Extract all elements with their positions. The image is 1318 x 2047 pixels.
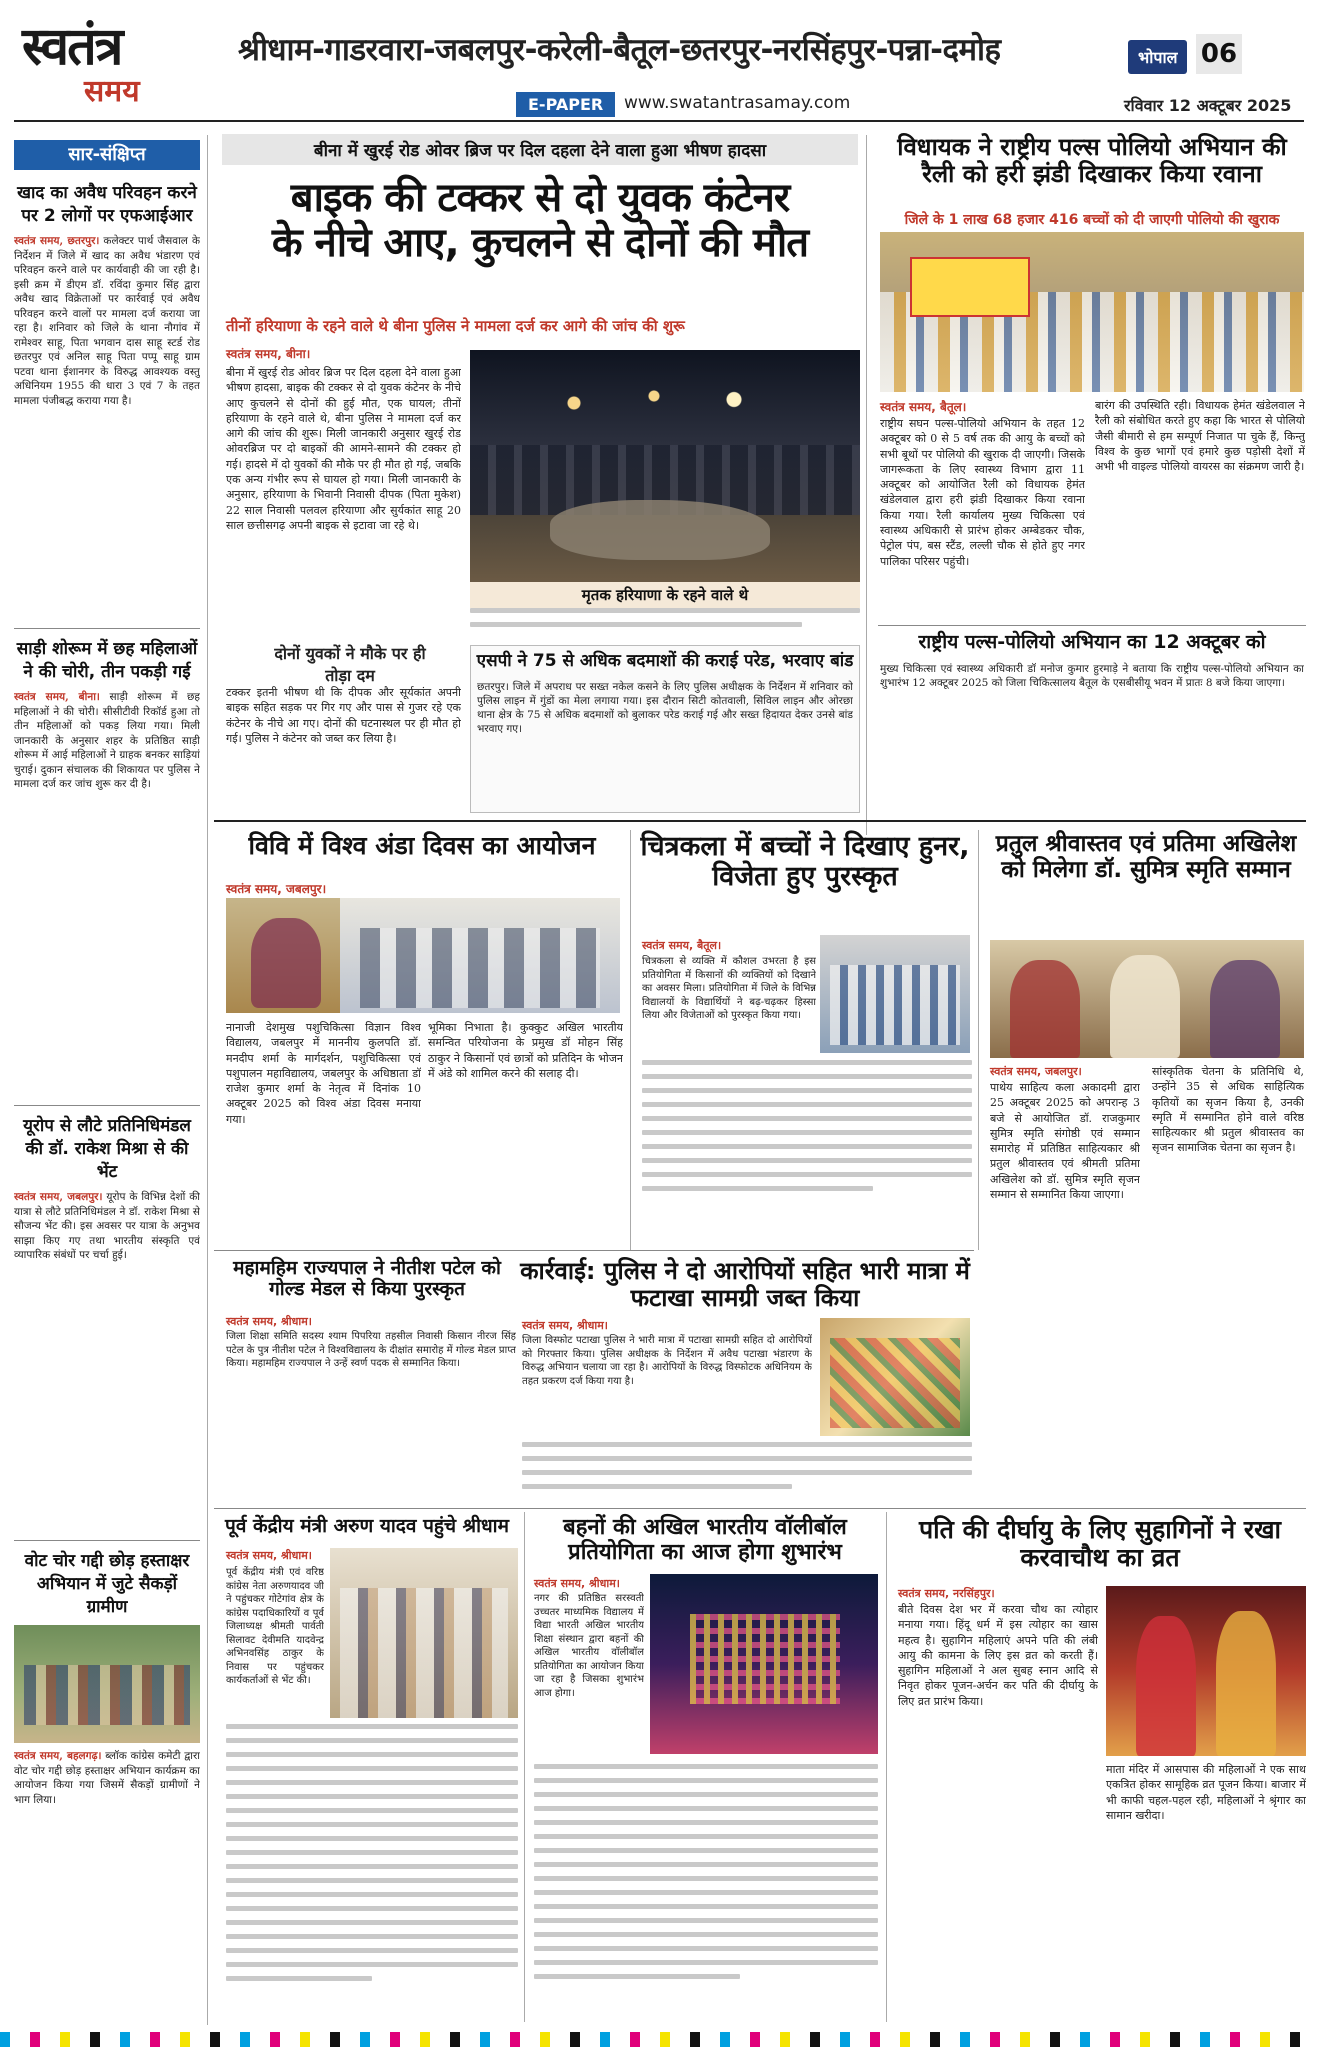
issue-date: रविवार 12 अक्टूबर 2025 bbox=[1124, 96, 1292, 115]
lead-subhead-2: दोनों युवकों ने मौके पर ही तोड़ा दम bbox=[274, 644, 426, 685]
divider bbox=[214, 1508, 1306, 1509]
karwa-chauth-text-2: माता मंदिर में आसपास की महिलाओं ने एक साथ एकत्रित होकर सामूहिक व्रत पूजन किया। बाजार में भी काफी चहल-पहल रही, महिलाओं ने श्रृंगार का सामान खरीदा। bbox=[1106, 1763, 1306, 1822]
banner-icon bbox=[910, 257, 1030, 317]
drawing-text-more bbox=[642, 1060, 972, 1200]
divider bbox=[878, 625, 1306, 626]
seized-crackers-photo bbox=[820, 1318, 970, 1436]
arun-yadav-text: पूर्व केंद्रीय मंत्री एवं वरिष्ठ कांग्रेस नेता अरुणयादव जी ने पहुंचकर गोटेगांव क्षेत्र के कांग्रेस पदाधिकारियों व पूर्व जिलाध्यक्ष श्रीमती पार्वती सिलावट देवीमति यादवेन्द्र अभिनवसिंह ठाकुर के निवास पर पहुंचकर कार्यकर्ताओं से भेंट की। bbox=[226, 1567, 324, 1686]
sidebar-story-1-text: कलेक्टर पार्थ जैसवाल के निर्देशन में जिले में खाद का अवैध भंडारण एवं परिवहन करने वाले पर कार्यवाही की जा रही है। इसी क्रम में डीएम डॉ. रविंदा कुमार सिंह द्वारा अवैध खाद विक्रेताओं पर कार्रवाई एवं अवैध परिवहन करने वालों पर मामला दर्ज कराया जा रहा है। शनिवार को जिले के थाना नौगांव में रामेश्वर साहू, पिता भगवान दास साहू स्टर्ड रोड छतरपुर एवं अनिल साहू पिता पप्पू साहू ग्राम पटवा थाना ईशानगर के विरुद्ध आवश्यक वस्तु अधिनियम 1955 की धारा 3 एवं 7 के तहत मामला पंजीबद्ध कराया गया है। bbox=[14, 235, 200, 407]
sp-parade-text: छतरपुर। जिले में अपराध पर सख्त नकेल कसने के लिए पुलिस अधीक्षक के निर्देशन में शनिवार को पुलिस लाइन में गुंडों का मेला लगाया गया। इस दौरान सिटी कोतवाली, सिविल लाइन और ओरछा थाना क्षेत्र के 75 से अधिक बदमाशों को बुलाकर परेड कराई गई और सख्त हिदायत देकर उनसे बांड भरवाए गए। bbox=[477, 681, 853, 735]
polio-text-b: बारंग की उपस्थिति रही। विधायक हेमंत खंडेलवाल ने रैली को संबोधित करते हुए कहा कि भारत से पोलियो जैसी बीमारी से हम सम्पूर्ण निजात पा चुके हैं, किन्तु विश्व के कुछ भागों एवं हमारे कुछ पड़ोसी देशों में अभी भी वाइल्ड पोलियो वायरस का संक्रमण जारी है। bbox=[1095, 399, 1305, 474]
arun-yadav-dateline: स्वतंत्र समय, श्रीधाम। bbox=[226, 1549, 312, 1562]
polio-box-headline: राष्ट्रीय पल्स-पोलियो अभियान का 12 अक्टूबर को bbox=[918, 631, 1266, 653]
sp-parade-box bbox=[470, 645, 860, 813]
egg-day-photo-2 bbox=[340, 898, 620, 1013]
lead-kicker: बीना में खुरई रोड ओवर ब्रिज पर दिल दहला देने वाला हुआ भीषण हादसा bbox=[222, 134, 858, 165]
sidebar-story-2-headline: साड़ी शोरूम में छह महिलाओं ने की चोरी, तीन पकड़ी गई bbox=[16, 639, 198, 682]
sidebar-story-4-headline: वोट चोर गद्दी छोड़ हस्ताक्षर अभियान में जुटे सैकड़ों ग्रामीण bbox=[24, 1551, 190, 1617]
lead-body-text: बीना में खुरई रोड ओवर ब्रिज पर दिल दहला देने वाला हुआ भीषण हादसा, बाइक की टक्कर से दो युवक कंटेनर के नीचे आए कुचलने से दोनों की हुई मौत, एक घायल; तीनों हरियाणा के रहने वाले थे, बीना पुलिस ने मामला दर्ज कर आगे की जांच की शुरू। मिली जानकारी अनुसार खुरई रोड ओवरब्रिज पर दो बाइकों की आमने-सामने की टक्कर हो गई। हादसे में दो युवकों की मौके पर ही मौत हो गई, जबकि एक अन्य गंभीर रूप से घायल हो गया। मिली जानकारी के अनुसार, हरियाणा के भिवानी निवासी दीपक (पिता मुकेश) 22 साल निवासी पलवल हरियाणा और सुर्यकांत साहू 20 साल छत्तीसगढ़ अपनी बाइक से इटावा जा रहे थे। bbox=[226, 366, 461, 532]
polio-rally-photo bbox=[880, 232, 1304, 392]
volleyball-dateline: स्वतंत्र समय, श्रीधाम। bbox=[534, 1577, 620, 1590]
pratul-dateline: स्वतंत्र समय, जबलपुर। bbox=[990, 1065, 1082, 1078]
website-url[interactable]: www.swatantrasamay.com bbox=[624, 93, 851, 113]
sidebar-story-3-text: यूरोप के विभिन्न देशों की यात्रा से लौटे प्रतिनिधिमंडल ने डॉ. राकेश मिश्रा से सौजन्य भेंट की। इस अवसर पर यात्रा के अनुभव साझा किए गए तथा भारतीय संस्कृति एवं व्यापारिक संबंधों पर चर्चा हुई। bbox=[14, 1191, 200, 1261]
lead-headline-line1: बाइक की टक्कर से दो युवक कंटेनर bbox=[290, 175, 790, 221]
arun-yadav-text-more bbox=[226, 1724, 518, 2014]
divider bbox=[14, 628, 200, 629]
cities-banner: श्रीधाम-गाडरवारा-जबलपुर-करेली-बैतूल-छतरपुर-नरसिंहपुर-पन्ना-दमोह bbox=[238, 32, 1001, 68]
pratul-headline: प्रतुल श्रीवास्तव एवं प्रतिमा अखिलेश को मिलेगा डॉ. सुमित्र स्मृति सम्मान bbox=[995, 831, 1297, 883]
polio-text: राष्ट्रीय सघन पल्स-पोलियो अभियान के तहत 12 अक्टूबर को 0 से 5 वर्ष तक की आयु के बच्चों को सभी बूथों पर पोलियो की खुराक दी जाएगी। जिसके जागरूकता के लिए स्वास्थ्य विभाग द्वारा 11 अक्टूबर को आयोजित रैली को विधायक हेमंत खंडेलवाल द्वारा हरी झंडी दिखाकर किया रवाना किया गया। रैली कार्यालय मुख्य चिकित्सा एवं स्वास्थ्य अधिकारी से प्रारंभ होकर अम्बेडकर चौक, पेट्रोल पंप, बस स्टैंड, लल्ली चौक से होते हुए नगर पालिका परिसर पहुंची। bbox=[880, 417, 1085, 568]
sidebar-section-label: सार-संक्षिप्त bbox=[14, 140, 200, 170]
karwa-chauth-headline: पति की दीर्घायु के लिए सुहागिनों ने रखा करवाचौथ का व्रत bbox=[918, 1515, 1282, 1572]
arun-yadav-photo bbox=[330, 1548, 518, 1718]
volleyball-text: नगर की प्रतिष्ठित सरस्वती उच्चतर माध्यमिक विद्यालय में विद्या भारती अखिल भारतीय शिक्षा संस्थान द्वारा बहनों की अखिल भारतीय वॉलीबॉल प्रतियोगिता का आयोजन किया जा रहा है जिसका शुभारंभ आज होगा। bbox=[534, 1593, 644, 1699]
sidebar-story-1-headline: खाद का अवैध परिवहन करने पर 2 लोगों पर एफआईआर bbox=[17, 183, 197, 226]
crackers-headline: कार्रवाई: पुलिस ने दो आरोपियों सहित भारी मात्रा में फटाखा सामग्री जब्त किया bbox=[520, 1257, 970, 1312]
egg-day-dateline: स्वतंत्र समय, जबलपुर। bbox=[226, 882, 327, 896]
crackers-text-more bbox=[522, 1442, 972, 1502]
sidebar-story-2 bbox=[14, 638, 200, 1098]
karwa-chauth-photo bbox=[1106, 1586, 1306, 1756]
divider bbox=[214, 1250, 974, 1251]
egg-day-text-2: भूमिका निभाता है। कुक्कुट अखिल भारतीय समन्वित परियोजना के प्रमुख डॉ मोहन सिंह ठाकुर ने किसानों एवं छात्रों को प्रतिदिन के भोजन में अंडे को शामिल करने की सलाह दी। bbox=[428, 1021, 623, 1080]
volleyball-text-more bbox=[534, 1764, 878, 2014]
polio-box-text: मुख्य चिकित्सा एवं स्वास्थ्य अधिकारी डॉ मनोज कुमार हुरमाड़े ने बताया कि राष्ट्रीय पल्स-पोलियो अभियान का शुभारंभ 12 अक्टूबर 2025 को जिला चिकित्सालय बैतूल के एसबीसीयू भवन में प्रातः 8 बजे किया जाएगा। bbox=[880, 663, 1304, 689]
sidebar-story-4-dateline: स्वतंत्र समय, बहलगढ़। bbox=[14, 1750, 102, 1762]
gold-medal-text: जिला शिक्षा समिति सदस्य श्याम पिपरिया तहसील निवासी किसान नीरज सिंह पटेल के पुत्र नीतीश पटेल ने विश्वविद्यालय के दीक्षांत समारोह में गोल्ड मेडल प्राप्त किया। महामहिम राज्यपाल ने उन्हें स्वर्ण पदक से सम्मानित किया। bbox=[226, 1331, 516, 1369]
gold-medal-dateline: स्वतंत्र समय, श्रीधाम। bbox=[226, 1315, 312, 1328]
divider bbox=[14, 1105, 200, 1106]
lead-body-text-2: टक्कर इतनी भीषण थी कि दीपक और सूर्यकांत अपनी बाइक सहित सड़क पर गिर गए और पास से गुजर रहे एक कंटेनर के नीचे आ गए। दोनों की घटनास्थल पर ही मौत हो गई। पुलिस ने कंटेनर को जब्त कर लिया है। bbox=[226, 686, 461, 745]
gold-medal-headline: महामहिम राज्यपाल ने नीतीश पटेल को गोल्ड मेडल से किया पुरस्कृत bbox=[233, 1257, 501, 1301]
pratul-photo bbox=[990, 940, 1304, 1058]
lead-subhead: तीनों हरियाणा के रहने वाले थे बीना पुलिस ने मामला दर्ज कर आगे की जांच की शुरू bbox=[226, 317, 685, 335]
karwa-chauth-text: बीते दिवस देश भर में करवा चौथ का त्योहार मनाया गया। हिंदू धर्म में इस त्योहार का खास महत्व है। सुहागिन महिलाएं अपने पति की लंबी आयु की कामना के लिए इस व्रत को करती हैं। सुहागिन महिलाओं ने अल सुबह स्नान आदि से निवृत होकर पूजन-अर्चन कर पति की दीर्घायु के लिए व्रत प्रारंभ किया। bbox=[898, 1603, 1098, 1708]
volleyball-venue-photo bbox=[650, 1574, 878, 1754]
masthead-logo bbox=[22, 18, 197, 118]
sidebar-story-4 bbox=[14, 1550, 200, 2020]
accident-photo-caption: मृतक हरियाणा के रहने वाले थे bbox=[470, 582, 860, 608]
section-divider bbox=[214, 820, 1306, 822]
accident-scene-photo bbox=[470, 350, 860, 582]
photo-caption-text bbox=[470, 608, 860, 638]
drawing-headline: चित्रकला में बच्चों ने दिखाए हुनर, विजेता हुए पुरस्कृत bbox=[640, 831, 970, 893]
sidebar-story-3 bbox=[14, 1115, 200, 1535]
crackers-text: जिला विस्फोट पटाखा पुलिस ने भारी मात्रा में पटाखा सामग्री सहित दो आरोपियों को गिरफ्तार किया। पुलिस अधीक्षक के निर्देशन में अवैध पटाखा भंडारण के विरुद्ध अभियान चलाया जा रहा है। आरोपियों के विरुद्ध विस्फोटक अधिनियम के तहत प्रकरण दर्ज किया गया है। bbox=[522, 1335, 812, 1387]
drawing-text: चित्रकला से व्यक्ति में कौशल उभरता है इस प्रतियोगिता में किसानों की व्यक्तियों को दिखाने का अवसर मिला। प्रतियोगिता में जिले के विभिन्न विद्यालयों के विद्यार्थियों ने बढ़-चढ़कर हिस्सा लिया और विजेताओं को पुरस्कृत किया गया। bbox=[642, 956, 816, 1021]
column-divider bbox=[886, 1512, 887, 2022]
egg-day-headline: विवि में विश्व अंडा दिवस का आयोजन bbox=[248, 831, 596, 860]
lead-headline-line2: के नीचे आए, कुचलने से दोनों की मौत bbox=[271, 219, 809, 266]
sidebar-story-3-dateline: स्वतंत्र समय, जबलपुर। bbox=[14, 1191, 103, 1203]
print-color-bar bbox=[0, 2032, 1318, 2047]
sp-parade-headline: एसपी ने 75 से अधिक बदमाशों की कराई परेड, भरवाए बांड bbox=[476, 651, 854, 671]
epaper-label: E-PAPER bbox=[516, 92, 615, 117]
sidebar-story-1-dateline: स्वतंत्र समय, छतरपुर। bbox=[14, 235, 100, 247]
sidebar-divider bbox=[207, 135, 208, 2025]
sidebar-story-2-text: साड़ी शोरूम में छह महिलाओं ने की चोरी। सीसीटीवी रिकॉर्ड हुआ तो तीन महिलाओं को पकड़ लिया गया। मिली जानकारी के अनुसार शहर के प्रतिष्ठित साड़ी शोरूम में आई महिलाओं ने ग्राहक बनकर साड़ियां चुराई। दुकान संचालक की शिकायत पर पुलिस ने मामला दर्ज कर जांच शुरू कर दी है। bbox=[14, 691, 200, 790]
column-divider bbox=[866, 135, 867, 835]
polio-subhead: जिले के 1 लाख 68 हजार 416 बच्चों को दी जाएगी पोलियो की खुराक bbox=[904, 212, 1280, 228]
drawing-winners-photo bbox=[820, 935, 970, 1053]
page-number: 06 bbox=[1196, 34, 1242, 74]
egg-day-text: नानाजी देशमुख पशुचिकित्सा विज्ञान विश्व विद्यालय, जबलपुर में माननीय कुलपति डॉ. मनदीप शर्मा के मार्गदर्शन, पशुचिकित्सा एवं पशुपालन महाविद्यालय, जबलपुर के अधिष्ठाता डॉ राजेश कुमार शर्मा के नेतृत्व में दिनांक 10 अक्टूबर 2025 को विश्व अंडा दिवस मनाया गया। bbox=[226, 1021, 421, 1126]
village-campaign-photo bbox=[14, 1625, 200, 1743]
column-divider bbox=[978, 830, 979, 1250]
sidebar-story-3-headline: यूरोप से लौटे प्रतिनिधिमंडल की डॉ. राकेश मिश्रा से की भेंट bbox=[23, 1116, 191, 1182]
egg-day-photo-1 bbox=[226, 898, 346, 1013]
volleyball-headline: बहनों की अखिल भारतीय वॉलीबॉल प्रतियोगिता का आज होगा शुभारंभ bbox=[563, 1515, 847, 1565]
edition-tag: भोपाल bbox=[1128, 40, 1187, 74]
sidebar-story-1 bbox=[14, 182, 200, 602]
sidebar-story-4-text: ब्लॉक कांग्रेस कमेटी द्वारा वोट चोर गद्दी छोड़ हस्ताक्षर अभियान कार्यक्रम का आयोजन किया गया जिसमें सैकड़ों ग्रामीणों ने भाग लिया। bbox=[14, 1750, 200, 1806]
karwa-chauth-dateline: स्वतंत्र समय, नरसिंहपुर। bbox=[898, 1587, 995, 1600]
polio-dateline: स्वतंत्र समय, बैतूल। bbox=[880, 400, 967, 414]
column-divider bbox=[630, 830, 631, 1250]
lead-headline bbox=[222, 176, 858, 266]
pratul-text-2: सांस्कृतिक चेतना के प्रतिनिधि थे, उन्होंने 35 से अधिक साहित्यिक कृतियों का सृजन किया है, उनकी स्मृति में सम्मानित होने वाले वरिष्ठ साहित्यकार श्री प्रतुल श्रीवास्तव का सृजन सामाजिक चेतना का सृजन है। bbox=[1152, 1065, 1304, 1155]
logo-bottom-text: समय bbox=[84, 74, 140, 109]
arun-yadav-headline: पूर्व केंद्रीय मंत्री अरुण यादव पहुंचे श्रीधाम bbox=[225, 1515, 509, 1537]
lead-dateline: स्वतंत्र समय, बीना। bbox=[226, 347, 311, 361]
sidebar-story-2-dateline: स्वतंत्र समय, बीना। bbox=[14, 691, 100, 703]
divider bbox=[14, 1540, 200, 1541]
logo-top-text: स्वतंत्र bbox=[22, 17, 122, 77]
column-divider bbox=[524, 1512, 525, 2022]
masthead-divider bbox=[14, 120, 1304, 122]
crackers-dateline: स्वतंत्र समय, श्रीधाम। bbox=[522, 1319, 608, 1332]
pratul-text: पाथेय साहित्य कला अकादमी द्वारा 25 अक्टूबर 2025 को अपरान्ह 3 बजे से आयोजित डॉ. राजकुमार सुमित्र स्मृति संगोष्ठी एवं सम्मान समारोह में प्रतिष्ठित साहित्यकार श्री प्रतुल श्रीवास्तव एवं श्रीमती प्रतिमा अखिलेश को डॉ. सुमित्र स्मृति सृजन सम्मान से सम्मानित किया जाएगा। bbox=[990, 1081, 1140, 1202]
drawing-dateline: स्वतंत्र समय, बैतूल। bbox=[642, 939, 722, 952]
polio-headline: विधायक ने राष्ट्रीय पल्स पोलियो अभियान की रैली को हरी झंडी दिखाकर किया रवाना bbox=[897, 133, 1287, 188]
